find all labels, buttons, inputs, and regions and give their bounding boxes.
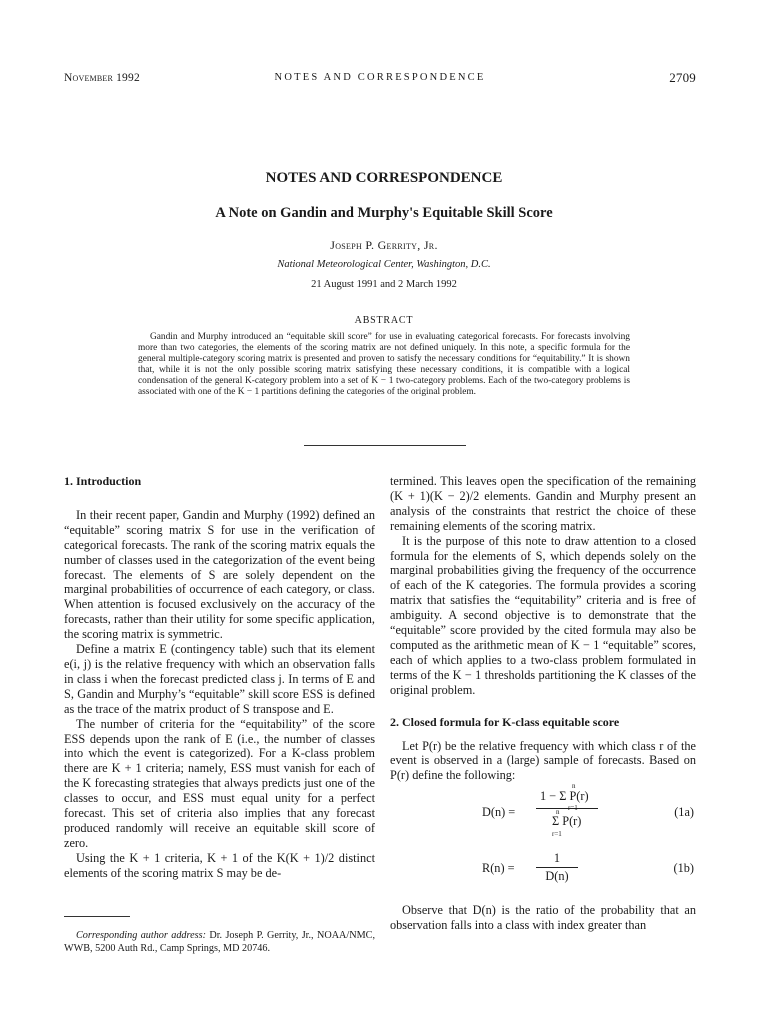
author-affiliation: National Meteorological Center, Washington, D.C. bbox=[277, 259, 491, 270]
intro-paragraph-4-cont: termined. This leaves open the specification of the remaining (K + 1)(K − 2)/2 elements. Gandin and Murphy present an analysis of the constraints that restrict the choice of these remaining elements of the scoring matrix. bbox=[390, 474, 696, 533]
equation-1b-fraction-bar bbox=[536, 867, 578, 868]
running-head-date: November 1992 bbox=[64, 72, 140, 84]
equation-1a-num-expr: 1 − Σ P(r) bbox=[540, 789, 589, 804]
footnote bbox=[64, 930, 375, 955]
section-2-heading: 2. Closed formula for K-class equitable score bbox=[390, 714, 620, 729]
intro-heading: 1. Introduction bbox=[64, 474, 142, 488]
equation-1a-number: (1a) bbox=[674, 805, 694, 820]
abstract-heading: ABSTRACT bbox=[354, 315, 414, 326]
equation-1a-lhs: D(n) = bbox=[482, 805, 516, 820]
equation-1b-lhs: R(n) = bbox=[482, 861, 515, 876]
equation-1a-numerator bbox=[536, 782, 598, 813]
equation-1a-den-expr: Σ P(r) bbox=[552, 814, 582, 829]
right-column bbox=[390, 474, 696, 933]
section-2-paragraph-1: Let P(r) be the relative frequency with which class r of the event is observed in a (large) sample of forecasts. Based on P(r) define the following: bbox=[390, 738, 696, 783]
left-column bbox=[64, 474, 375, 881]
equation-1a-num-lower-limit: r=1 bbox=[568, 804, 578, 813]
abstract-text: Gandin and Murphy introduced an “equitable skill score” for use in evaluating categorical forecasts. For forecasts involving more than two categories, the elements of the scoring matrix are not defined uniquely. In this note, a specific formula for the general multiple-category scoring matrix is presented and proven to satisfy the necessary conditions for “equitability.” It is shown that, while it is not the only possible scoring matrix satisfying these necessary conditions, it is compatible with a logical condensation of the general K-category problem into a set of K − 1 two-category problems. Each of the two-category problems is associated with one of the K − 1 partitions defining the categories of the original problem. bbox=[138, 332, 630, 397]
equation-1b-numerator: 1 bbox=[553, 851, 561, 866]
intro-paragraph-4: Using the K + 1 criteria, K + 1 of the K(K + 1)/2 distinct elements of the scoring matrix S may be de- bbox=[64, 850, 375, 880]
equation-1a-fraction-bar bbox=[536, 808, 598, 809]
section-2-paragraph-2: Observe that D(n) is the ratio of the probability that an observation falls into a class with index greater than bbox=[390, 903, 696, 933]
running-head bbox=[64, 70, 696, 88]
running-head-section: NOTES AND CORRESPONDENCE bbox=[274, 72, 486, 83]
equation-1b-fraction bbox=[536, 851, 578, 884]
footnote-divider bbox=[64, 916, 130, 917]
equation-1a-den-upper-limit: n bbox=[556, 808, 560, 817]
article-title: A Note on Gandin and Murphy's Equitable Skill Score bbox=[215, 205, 553, 221]
equation-1b bbox=[390, 851, 696, 891]
equation-1a-den-lower-limit: r=1 bbox=[552, 830, 562, 839]
footnote-text: Dr. Joseph P. Gerrity, Jr., NOAA/NMC, WWB, 5200 Auth Rd., Camp Springs, MD 20746. bbox=[64, 930, 375, 954]
intro-paragraph-1: In their recent paper, Gandin and Murphy (1992) defined an “equitable” scoring matrix S for use in the verification of categorical forecasts. The rank of the scoring matrix equals the number of classes used in the categorization of the event being forecast. The elements of S are solely dependent on the marginal probabilities of occurrence of each category, or class. When attention is focused exclusively on the accuracy of the forecasts, rather than their utility for some specific application, the scoring matrix is symmetric. bbox=[64, 507, 375, 642]
equation-1a bbox=[390, 783, 696, 847]
intro-paragraph-2: Define a matrix E (contingency table) such that its element e(i, j) is the relative frequency with which an observation falls in class i when the forecast predicted class j. In terms of E and S, Gandin and Murphy’s “equitable” skill score ESS is defined as the trace of the matrix product of S transpose and E. bbox=[64, 642, 375, 716]
equation-1a-num-upper-limit: n bbox=[572, 782, 576, 791]
footnote-label: Corresponding author address: bbox=[76, 930, 206, 941]
manuscript-dates: 21 August 1991 and 2 March 1992 bbox=[311, 279, 457, 290]
intro-paragraph-3: The number of criteria for the “equitability” of the score ESS depends upon the rank of E (i.e., the number of classes into which the event is categorized). For a K-class problem there are K + 1 criteria; namely, ESS must vanish for each of the K forecasting strategies that always predicts just one of the classes to occur, and ESS must equal unity for a perfect forecast. This set of criteria also implies that any forecast produced randomly will receive an equitable skill score of zero. bbox=[64, 716, 375, 850]
equation-1a-fraction bbox=[536, 782, 598, 839]
section-title: NOTES AND CORRESPONDENCE bbox=[265, 170, 503, 186]
abstract-divider bbox=[304, 445, 466, 446]
equation-1b-number: (1b) bbox=[673, 861, 694, 876]
equation-1b-denominator: D(n) bbox=[545, 869, 569, 884]
equation-1a-denominator bbox=[536, 808, 598, 839]
author-name: Joseph P. Gerrity, Jr. bbox=[330, 238, 438, 252]
intro-paragraph-5: It is the purpose of this note to draw attention to a closed formula for the elements of S, which depends solely on the marginal probabilities giving the frequency of the occurrence of each of the K categories. The formula provides a scoring matrix that satisfies the “equitability” criteria and is free of ambiguity. A second objective is to demonstrate that the “equitable” score provided by the cited formula may also be computed as the arithmetic mean of K − 1 “equitable” scores, each of which applies to a two-class problem formulated in terms of the K − 1 thresholds partitioning the K classes of the original problem. bbox=[390, 533, 696, 697]
page-number: 2709 bbox=[669, 70, 696, 85]
